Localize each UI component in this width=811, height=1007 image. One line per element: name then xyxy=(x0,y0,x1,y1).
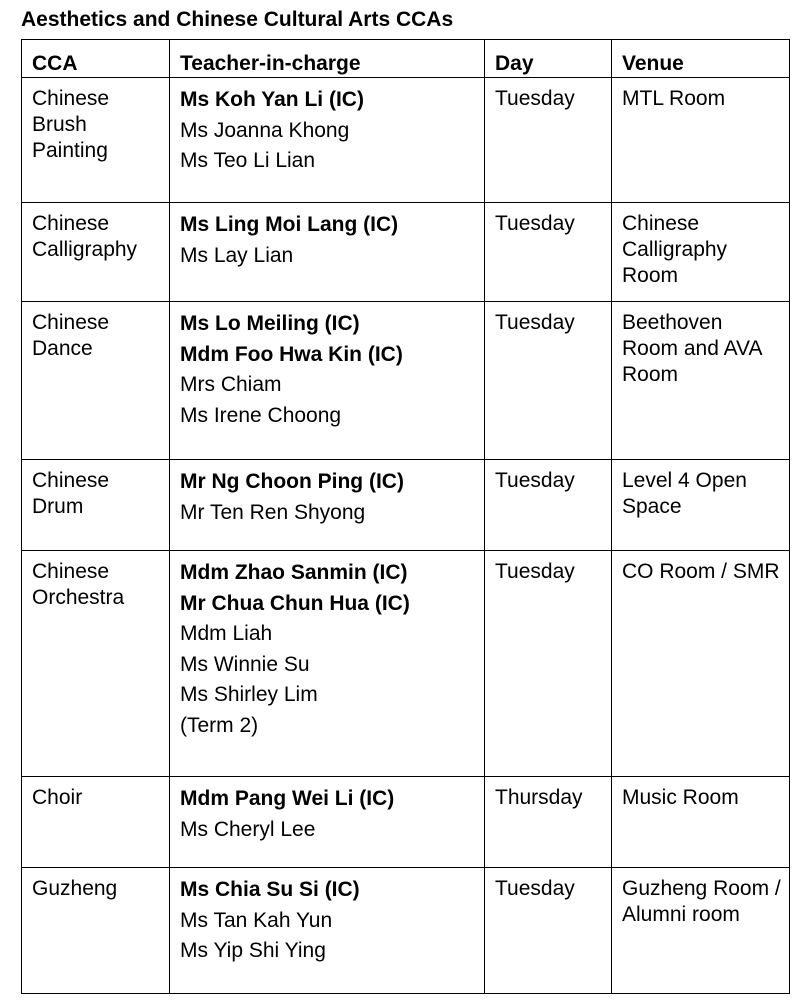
table-row xyxy=(22,203,790,302)
teacher-name: Ms Teo Li Lian xyxy=(180,149,316,172)
teacher-name: Mr Ten Ren Shyong xyxy=(180,500,366,524)
cell-day: Tuesday xyxy=(485,203,612,302)
teacher-in-charge-name: Mdm Foo Hwa Kin (IC) xyxy=(180,342,403,366)
cell-teachers xyxy=(170,203,485,302)
cell-venue: CO Room / SMR xyxy=(612,551,790,777)
teacher-name: Ms Joanna Khong xyxy=(180,118,350,142)
page-title: Aesthetics and Chinese Cultural Arts CCAs xyxy=(21,8,454,31)
cell-day: Tuesday xyxy=(485,868,612,994)
cell-day: Thursday xyxy=(485,777,612,868)
header-cca: CCA xyxy=(22,40,170,78)
table-row xyxy=(22,460,790,551)
cell-cca: Chinese Orchestra xyxy=(22,551,170,777)
cell-day: Tuesday xyxy=(485,460,612,551)
teacher-in-charge-name: Ms Ling Moi Lang (IC) xyxy=(180,213,399,236)
teacher-name: Ms Cheryl Lee xyxy=(180,817,316,841)
teacher-in-charge-name: Mdm Pang Wei Li (IC) xyxy=(180,787,395,810)
cell-venue: Chinese Calligraphy Room xyxy=(612,203,790,302)
cell-teachers xyxy=(170,777,485,868)
cell-teachers xyxy=(170,551,485,777)
teacher-in-charge-name: Ms Koh Yan Li (IC) xyxy=(180,88,364,111)
cell-venue: Music Room xyxy=(612,777,790,868)
header-teacher-in-charge: Teacher-in-charge xyxy=(170,40,485,78)
table-body xyxy=(22,78,790,994)
teacher-name: Ms Shirley Lim xyxy=(180,683,318,706)
table-row xyxy=(22,777,790,868)
table-row xyxy=(22,302,790,460)
cell-teachers xyxy=(170,302,485,460)
cell-day: Tuesday xyxy=(485,551,612,777)
teacher-name: Ms Tan Kah Yun xyxy=(180,908,333,932)
teacher-in-charge-name: Mr Chua Chun Hua (IC) xyxy=(180,591,410,615)
teacher-in-charge-name: Mdm Zhao Sanmin (IC) xyxy=(180,561,408,584)
teacher-name: Mdm Liah xyxy=(180,622,273,645)
cell-venue: Level 4 Open Space xyxy=(612,460,790,551)
cell-venue: MTL Room xyxy=(612,78,790,203)
cca-table xyxy=(21,39,790,994)
cell-cca: Guzheng xyxy=(22,868,170,994)
cell-day: Tuesday xyxy=(485,302,612,460)
cell-venue: Beethoven Room and AVA Room xyxy=(612,302,790,460)
header-day: Day xyxy=(485,40,612,78)
cell-cca: Chinese Dance xyxy=(22,302,170,460)
teacher-name: Mrs Chiam xyxy=(180,373,282,396)
table-row xyxy=(22,551,790,777)
cell-day: Tuesday xyxy=(485,78,612,203)
teacher-in-charge-name: Ms Lo Meiling (IC) xyxy=(180,312,360,335)
teacher-name: Ms Winnie Su xyxy=(180,652,310,676)
table-row xyxy=(22,868,790,994)
teacher-in-charge-name: Ms Chia Su Si (IC) xyxy=(180,878,360,901)
teacher-name: Ms Irene Choong xyxy=(180,403,342,427)
cell-cca: Chinese Drum xyxy=(22,460,170,551)
teacher-in-charge-name: Mr Ng Choon Ping (IC) xyxy=(180,470,404,493)
cell-venue: Guzheng Room / Alumni room xyxy=(612,868,790,994)
cell-cca: Chinese Calligraphy xyxy=(22,203,170,302)
cell-teachers xyxy=(170,868,485,994)
header-venue: Venue xyxy=(612,40,790,78)
teacher-name: (Term 2) xyxy=(180,713,259,737)
table-header-row xyxy=(22,40,790,78)
cell-cca: Chinese Brush Painting xyxy=(22,78,170,203)
cell-teachers xyxy=(170,460,485,551)
teacher-name: Ms Lay Lian xyxy=(180,243,294,267)
teacher-name: Ms Yip Shi Ying xyxy=(180,939,326,962)
cell-teachers xyxy=(170,78,485,203)
cell-cca: Choir xyxy=(22,777,170,868)
table-row xyxy=(22,78,790,203)
